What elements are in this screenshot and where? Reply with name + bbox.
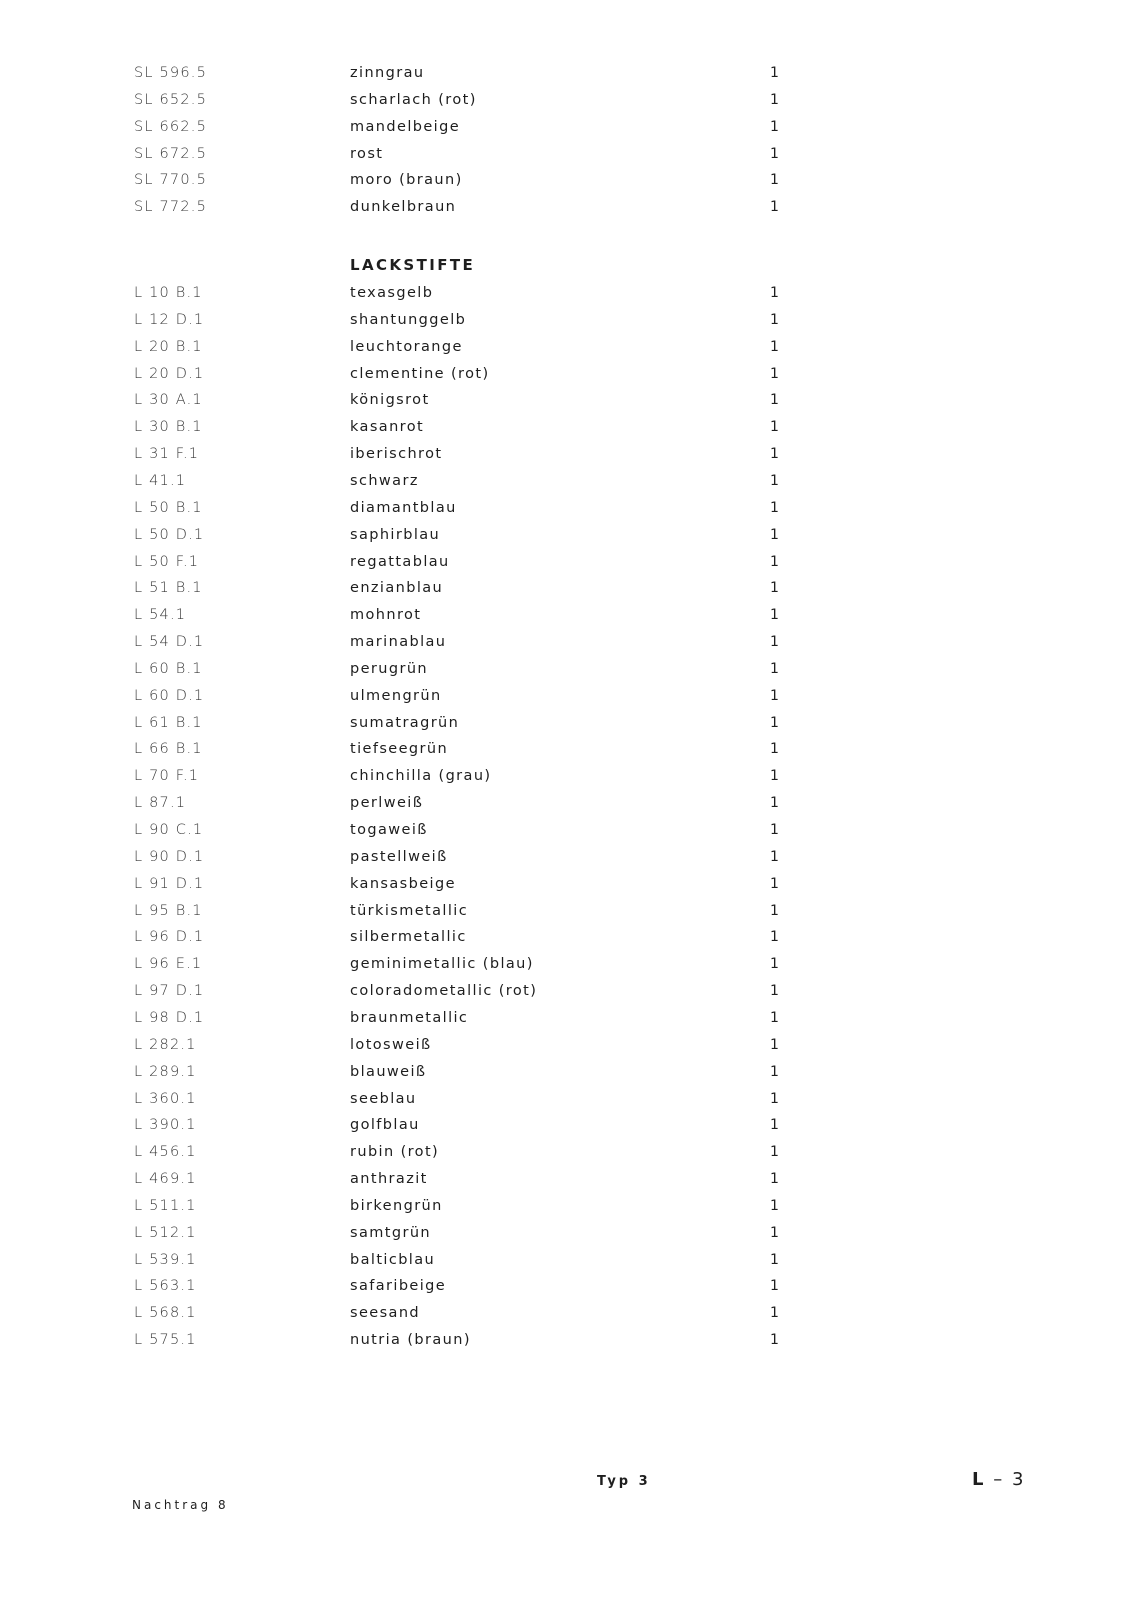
page-separator: –: [985, 1469, 1012, 1490]
list-row: [0, 710, 1143, 736]
list-row: [0, 871, 1143, 897]
quantity: 1: [770, 172, 779, 188]
color-name: moro (braun): [350, 172, 463, 188]
item-code: L 511.1: [134, 1198, 197, 1214]
item-code: SL 770.5: [134, 172, 208, 188]
list-row: [0, 1247, 1143, 1273]
color-name: königsrot: [350, 392, 430, 408]
color-name: rubin (rot): [350, 1144, 440, 1160]
quantity: 1: [770, 65, 779, 81]
quantity: 1: [770, 849, 779, 865]
item-code: L 66 B.1: [134, 741, 203, 757]
list-row: [0, 495, 1143, 521]
color-name: clementine (rot): [350, 366, 490, 382]
item-code: L 95 B.1: [134, 903, 203, 919]
color-name: iberischrot: [350, 446, 443, 462]
color-name: anthrazit: [350, 1171, 428, 1187]
list-row: [0, 763, 1143, 789]
color-name: diamantblau: [350, 500, 457, 516]
page-reference: [972, 1469, 1025, 1490]
quantity: 1: [770, 119, 779, 135]
list-row: [0, 790, 1143, 816]
list-row: [0, 280, 1143, 306]
quantity: 1: [770, 446, 779, 462]
item-code: L 30 B.1: [134, 419, 203, 435]
item-code: SL 662.5: [134, 119, 208, 135]
section-heading: LACKSTIFTE: [350, 256, 476, 274]
color-name: zinngrau: [350, 65, 425, 81]
list-row: [0, 978, 1143, 1004]
list-row: [0, 629, 1143, 655]
quantity: 1: [770, 1225, 779, 1241]
color-name: saphirblau: [350, 527, 441, 543]
quantity: 1: [770, 1117, 779, 1133]
color-name: kansasbeige: [350, 876, 456, 892]
quantity: 1: [770, 607, 779, 623]
color-name: leuchtorange: [350, 339, 463, 355]
color-name: perugrün: [350, 661, 429, 677]
list-row: [0, 1112, 1143, 1138]
list-row: [0, 1005, 1143, 1031]
list-row: [0, 387, 1143, 413]
quantity: 1: [770, 688, 779, 704]
item-code: SL 772.5: [134, 199, 208, 215]
list-row: [0, 194, 1143, 220]
list-row: [0, 951, 1143, 977]
color-name: enzianblau: [350, 580, 444, 596]
quantity: 1: [770, 92, 779, 108]
quantity: 1: [770, 741, 779, 757]
color-name: samtgrün: [350, 1225, 431, 1241]
item-code: L 87.1: [134, 795, 187, 811]
item-code: L 575.1: [134, 1332, 197, 1348]
item-code: SL 672.5: [134, 146, 208, 162]
item-code: L 12 D.1: [134, 312, 205, 328]
item-code: L 70 F.1: [134, 768, 200, 784]
quantity: 1: [770, 1091, 779, 1107]
color-name: marinablau: [350, 634, 447, 650]
list-row: [0, 575, 1143, 601]
color-name: sumatragrün: [350, 715, 460, 731]
color-name: dunkelbraun: [350, 199, 457, 215]
color-name: rost: [350, 146, 384, 162]
list-row: [0, 1193, 1143, 1219]
quantity: 1: [770, 285, 779, 301]
color-name: mohnrot: [350, 607, 422, 623]
color-name: seesand: [350, 1305, 421, 1321]
color-name: seeblau: [350, 1091, 417, 1107]
quantity: 1: [770, 473, 779, 489]
quantity: 1: [770, 392, 779, 408]
quantity: 1: [770, 956, 779, 972]
item-code: L 456.1: [134, 1144, 197, 1160]
list-row: [0, 1327, 1143, 1353]
list-row: [0, 334, 1143, 360]
quantity: 1: [770, 634, 779, 650]
item-code: L 54 D.1: [134, 634, 205, 650]
list-row: [0, 656, 1143, 682]
list-row: [0, 60, 1143, 86]
list-row: [0, 898, 1143, 924]
list-row: [0, 167, 1143, 193]
quantity: 1: [770, 527, 779, 543]
quantity: 1: [770, 983, 779, 999]
item-code: L 20 D.1: [134, 366, 205, 382]
item-code: L 10 B.1: [134, 285, 203, 301]
color-name: nutria (braun): [350, 1332, 471, 1348]
list-row: [0, 1139, 1143, 1165]
quantity: 1: [770, 929, 779, 945]
list-row: [0, 87, 1143, 113]
item-code: L 360.1: [134, 1091, 197, 1107]
item-code: SL 596.5: [134, 65, 208, 81]
list-row: [0, 114, 1143, 140]
list-row: [0, 549, 1143, 575]
item-code: L 97 D.1: [134, 983, 205, 999]
color-name: lotosweiß: [350, 1037, 432, 1053]
quantity: 1: [770, 580, 779, 596]
quantity: 1: [770, 339, 779, 355]
item-code: L 563.1: [134, 1278, 197, 1294]
quantity: 1: [770, 795, 779, 811]
color-name: türkismetallic: [350, 903, 469, 919]
list-row: [0, 522, 1143, 548]
list-row: [0, 468, 1143, 494]
item-code: SL 652.5: [134, 92, 208, 108]
item-code: L 50 F.1: [134, 554, 200, 570]
color-name: schwarz: [350, 473, 419, 489]
item-code: L 51 B.1: [134, 580, 203, 596]
list-row: [0, 141, 1143, 167]
color-name: shantunggelb: [350, 312, 467, 328]
color-name: balticblau: [350, 1252, 436, 1268]
quantity: 1: [770, 1037, 779, 1053]
item-code: L 90 D.1: [134, 849, 205, 865]
quantity: 1: [770, 419, 779, 435]
quantity: 1: [770, 1144, 779, 1160]
page-number: 3: [1011, 1469, 1026, 1490]
quantity: 1: [770, 500, 779, 516]
list-row: [0, 1300, 1143, 1326]
list-row: [0, 441, 1143, 467]
color-name: kasanrot: [350, 419, 425, 435]
footer-supplement: Nachtrag 8: [132, 1498, 229, 1512]
quantity: 1: [770, 903, 779, 919]
quantity: 1: [770, 822, 779, 838]
color-name: togaweiß: [350, 822, 428, 838]
list-row: [0, 683, 1143, 709]
item-code: L 539.1: [134, 1252, 197, 1268]
item-code: L 568.1: [134, 1305, 197, 1321]
list-row: [0, 602, 1143, 628]
quantity: 1: [770, 1332, 779, 1348]
footer-type: Typ 3: [597, 1474, 651, 1489]
color-name: texasgelb: [350, 285, 434, 301]
item-code: L 61 B.1: [134, 715, 203, 731]
quantity: 1: [770, 199, 779, 215]
color-name: scharlach (rot): [350, 92, 477, 108]
item-code: L 41.1: [134, 473, 187, 489]
item-code: L 54.1: [134, 607, 187, 623]
color-name: ulmengrün: [350, 688, 442, 704]
quantity: 1: [770, 554, 779, 570]
item-code: L 90 C.1: [134, 822, 204, 838]
list-row: [0, 414, 1143, 440]
item-code: L 96 D.1: [134, 929, 205, 945]
item-code: L 60 D.1: [134, 688, 205, 704]
list-row: [0, 817, 1143, 843]
list-row: [0, 736, 1143, 762]
quantity: 1: [770, 1010, 779, 1026]
color-name: blauweiß: [350, 1064, 427, 1080]
list-row: [0, 1166, 1143, 1192]
color-name: silbermetallic: [350, 929, 467, 945]
item-code: L 30 A.1: [134, 392, 203, 408]
list-row: [0, 361, 1143, 387]
item-code: L 31 F.1: [134, 446, 200, 462]
quantity: 1: [770, 366, 779, 382]
quantity: 1: [770, 1064, 779, 1080]
list-row: [0, 1220, 1143, 1246]
item-code: L 20 B.1: [134, 339, 203, 355]
list-row: [0, 1059, 1143, 1085]
color-name: coloradometallic (rot): [350, 983, 538, 999]
quantity: 1: [770, 1171, 779, 1187]
quantity: 1: [770, 876, 779, 892]
color-name: birkengrün: [350, 1198, 443, 1214]
item-code: L 469.1: [134, 1171, 197, 1187]
list-row: [0, 924, 1143, 950]
list-row: [0, 1273, 1143, 1299]
item-code: L 289.1: [134, 1064, 197, 1080]
item-code: L 91 D.1: [134, 876, 205, 892]
item-code: L 96 E.1: [134, 956, 203, 972]
color-name: geminimetallic (blau): [350, 956, 534, 972]
quantity: 1: [770, 146, 779, 162]
color-name: golfblau: [350, 1117, 420, 1133]
list-row: [0, 1032, 1143, 1058]
quantity: 1: [770, 1198, 779, 1214]
list-row: [0, 1086, 1143, 1112]
item-code: L 50 D.1: [134, 527, 205, 543]
quantity: 1: [770, 1278, 779, 1294]
quantity: 1: [770, 768, 779, 784]
item-code: L 390.1: [134, 1117, 197, 1133]
item-code: L 512.1: [134, 1225, 197, 1241]
item-code: L 98 D.1: [134, 1010, 205, 1026]
quantity: 1: [770, 1305, 779, 1321]
item-code: L 50 B.1: [134, 500, 203, 516]
color-name: tiefseegrün: [350, 741, 449, 757]
quantity: 1: [770, 312, 779, 328]
page-letter: L: [972, 1469, 986, 1490]
quantity: 1: [770, 715, 779, 731]
quantity: 1: [770, 1252, 779, 1268]
color-name: perlweiß: [350, 795, 424, 811]
color-name: chinchilla (grau): [350, 768, 492, 784]
item-code: L 282.1: [134, 1037, 197, 1053]
list-row: [0, 307, 1143, 333]
list-row: [0, 844, 1143, 870]
color-name: pastellweiß: [350, 849, 448, 865]
color-name: braunmetallic: [350, 1010, 469, 1026]
quantity: 1: [770, 661, 779, 677]
color-name: regattablau: [350, 554, 450, 570]
color-name: mandelbeige: [350, 119, 461, 135]
color-name: safaribeige: [350, 1278, 447, 1294]
item-code: L 60 B.1: [134, 661, 203, 677]
